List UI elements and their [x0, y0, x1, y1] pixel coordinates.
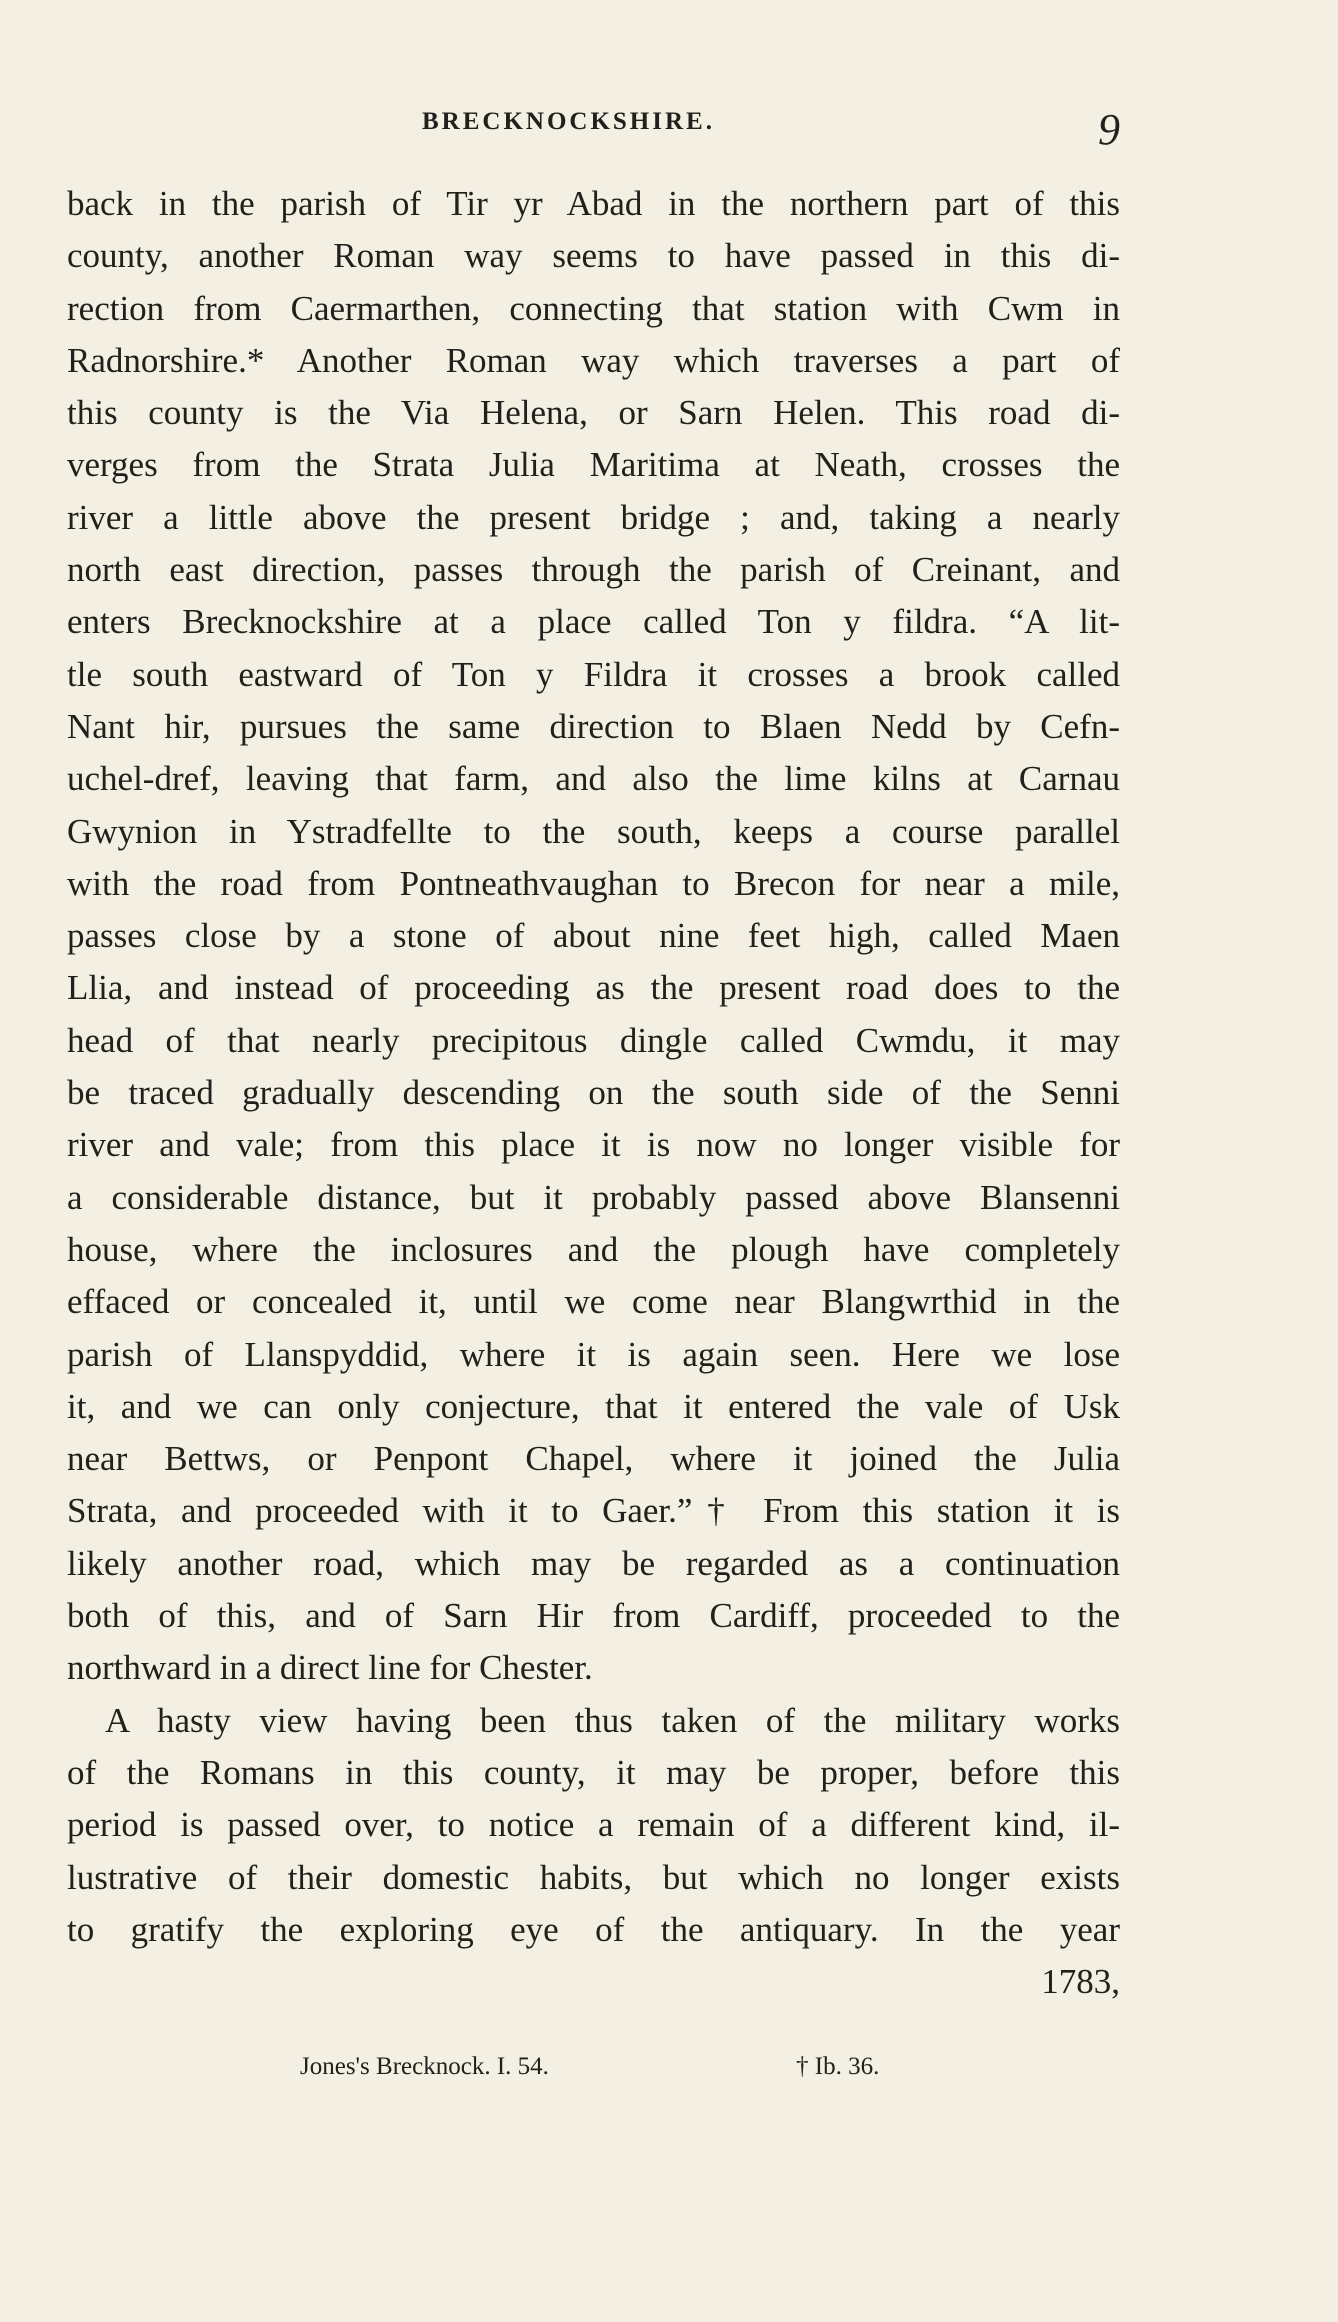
text-line: be traced gradually descending on the south side of the Senni	[67, 1073, 1120, 1113]
text-line: with the road from Pontneathvaughan to Brecon for near a mile,	[67, 863, 1120, 903]
text-line: head of that nearly precipitous dingle called Cwmdu, it may	[67, 1020, 1120, 1060]
text-line: it, and we can only conjecture, that it entered the vale of Usk	[67, 1386, 1120, 1426]
text-line: north east direction, passes through the parish of Creinant, and	[67, 550, 1120, 590]
text-line: effaced or concealed it, until we come near Blangwrthid in the	[67, 1282, 1120, 1322]
text-line: Radnorshire.* Another Roman way which traverses a part of	[67, 340, 1120, 380]
text-line: both of this, and of Sarn Hir from Cardiff, proceeded to the	[67, 1596, 1120, 1636]
page-number: 9	[1098, 105, 1120, 154]
body-text	[67, 178, 1120, 2008]
text-line: county, another Roman way seems to have passed in this di-	[67, 236, 1120, 276]
text-line: house, where the inclosures and the plough have completely	[67, 1229, 1120, 1269]
text-line: lustrative of their domestic habits, but which no longer exists	[67, 1857, 1120, 1897]
text-line: this county is the Via Helena, or Sarn Helen. This road di-	[67, 393, 1120, 433]
running-head	[67, 105, 1120, 154]
text-line: enters Brecknockshire at a place called Ton y fildra. “A lit-	[67, 602, 1120, 642]
text-line: likely another road, which may be regarded as a continuation	[67, 1543, 1120, 1583]
text-line: verges from the Strata Julia Maritima at Neath, crosses the	[67, 445, 1120, 485]
text-line: river and vale; from this place it is now no longer visible for	[67, 1125, 1120, 1165]
text-line: river a little above the present bridge ; and, taking a nearly	[67, 497, 1120, 537]
text-line: tle south eastward of Ton y Fildra it crosses a brook called	[67, 654, 1120, 694]
text-line: northward in a direct line for Chester.	[67, 1648, 593, 1688]
text-line: rection from Caermarthen, connecting that station with Cwm in	[67, 288, 1120, 328]
running-title: BRECKNOCKSHIRE.	[422, 108, 715, 135]
text-line: a considerable distance, but it probably passed above Blansenni	[67, 1177, 1120, 1217]
text-line: Gwynion in Ystradfellte to the south, keeps a course parallel	[67, 811, 1120, 851]
text-line: uchel-dref, leaving that farm, and also the lime kilns at Carnau	[67, 759, 1120, 799]
text-line: period is passed over, to notice a remain of a different kind, il-	[67, 1805, 1120, 1845]
footnotes	[300, 2053, 1000, 2089]
text-line: Nant hir, pursues the same direction to Blaen Nedd by Cefn-	[67, 706, 1120, 746]
text-line: parish of Llanspyddid, where it is again seen. Here we lose	[67, 1334, 1120, 1374]
paragraph-start-line: A hasty view having been thus taken of the military works	[105, 1700, 1120, 1740]
text-line: Llia, and instead of proceeding as the present road does to the	[67, 968, 1120, 1008]
text-line: near Bettws, or Penpont Chapel, where it joined the Julia	[67, 1439, 1120, 1479]
text-line: back in the parish of Tir yr Abad in the northern part of this	[67, 184, 1120, 223]
text-line: of the Romans in this county, it may be proper, before this	[67, 1752, 1120, 1792]
text-line: to gratify the exploring eye of the antiquary. In the year	[67, 1909, 1120, 1949]
catchword: 1783,	[1041, 1962, 1120, 2002]
text-line: passes close by a stone of about nine feet high, called Maen	[67, 916, 1120, 956]
footnote: Jones's Brecknock. I. 54.	[300, 2053, 549, 2080]
footnote: † Ib. 36.	[796, 2053, 880, 2080]
text-line: Strata, and proceeded with it to Gaer.”† From this station it is	[67, 1491, 1120, 1531]
